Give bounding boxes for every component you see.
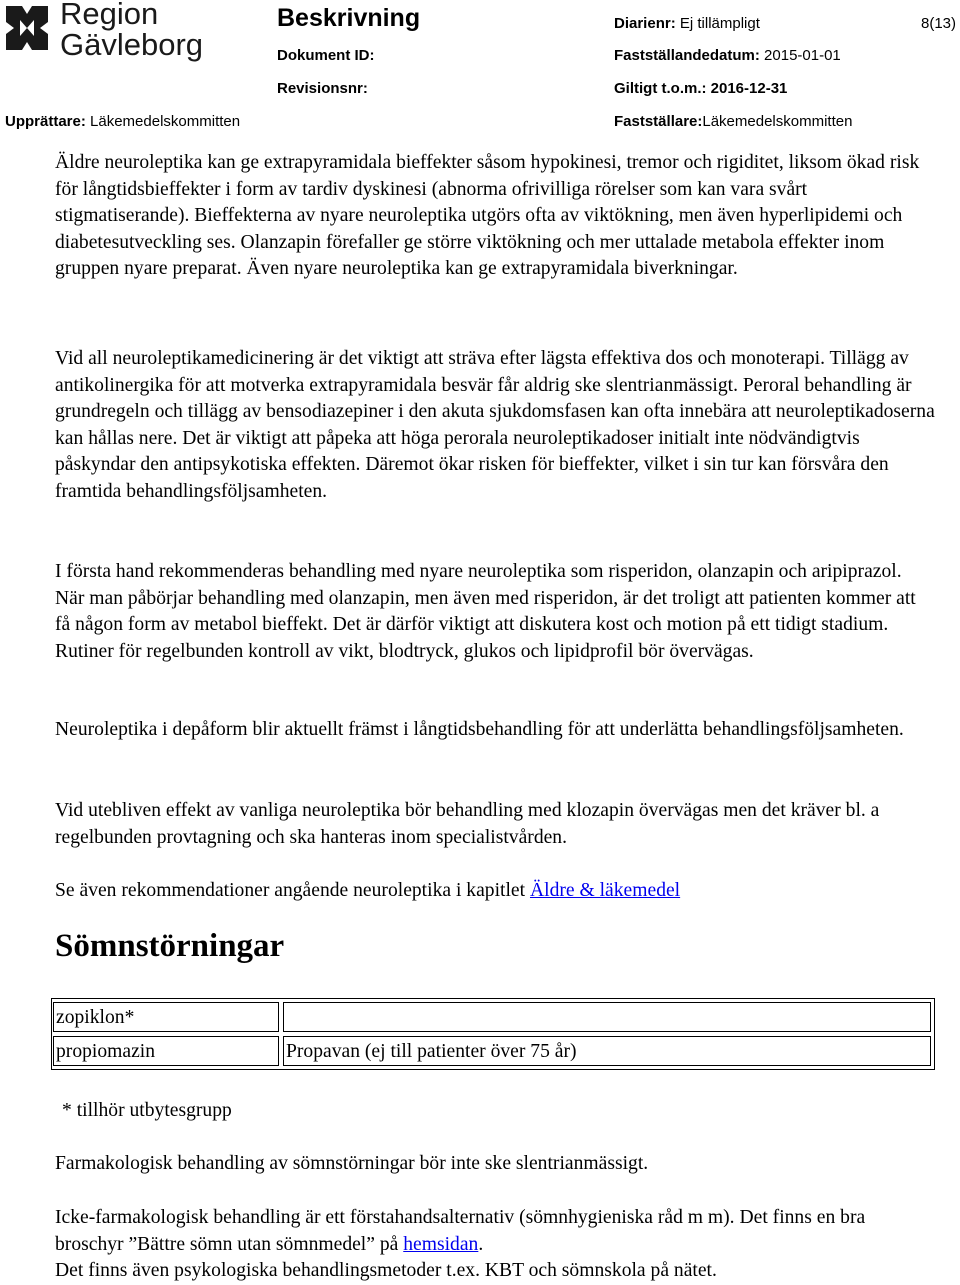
paragraph-text: Vid all neuroleptikamedicinering är det viktigt att sträva efter lägsta effektiva dos och monoterapi. Tillägg av antikolinergika för att motverka extrapyramidala besvär får aldrig ske slentrianmässigt. Peroral behandling är grundregeln och tillägg av bensodiazepiner i den akuta sjukdomsfasen kan ofta innebära att neuroleptikadoserna kan hållas nere. Det är viktigt att påpeka att höga perorala neuroleptikadoser initialt inte nödvändigtvis påskyndar den antipsykotiska effekten. Däremot ökar risken för bieffekter, vilket i sin tur kan försvåra den framtida behandlingsföljsamheten. bbox=[55, 348, 935, 502]
paragraph-text: Äldre neuroleptika kan ge extrapyramidala bieffekter såsom hypokinesi, tremor och rigiditet, liksom ökad risk för långtidsbieffekter i form av tardiv dyskinesi (abnorma ofrivilliga rörelser som kan vara svårt stigmatiserande). Bieffekterna av nyare neuroleptika utgörs ofta av viktökning, men även hyperlipidemi och diabetesutveckling ses. Olanzapin förefaller ge större viktökning och mer uttalade metabola effekter inom gruppen nyare preparat. Även nyare neuroleptika kan ge extrapyramidala biverkningar. bbox=[55, 152, 920, 279]
aldre-lakemedel-link[interactable]: Äldre & läkemedel bbox=[529, 880, 681, 901]
dokument-id-label: Dokument ID: bbox=[277, 47, 375, 64]
faststallandedatum-value: 2015-01-01 bbox=[764, 47, 841, 64]
logo-line-1: Region bbox=[60, 0, 159, 31]
footnote bbox=[62, 1098, 942, 1125]
faststallare bbox=[614, 113, 852, 130]
paragraph-biverkningar bbox=[55, 150, 935, 283]
faststallandedatum bbox=[614, 47, 841, 64]
paragraph-text bbox=[55, 1205, 935, 1258]
paragraph-depaform bbox=[55, 717, 935, 744]
revisionsnr-label: Revisionsnr: bbox=[277, 80, 368, 97]
logo-line-2: Gävleborg bbox=[60, 27, 204, 62]
paragraph-text bbox=[55, 878, 935, 905]
se-aven-text: Se även rekommendationer angående neuroleptika i kapitlet bbox=[55, 880, 530, 901]
giltigt-label: Giltigt t.o.m.: bbox=[614, 80, 707, 97]
paragraph-klozapin bbox=[55, 798, 935, 851]
footnote-text: * tillhör utbytesgrupp bbox=[62, 1100, 232, 1121]
diarienr-value: Ej tillämpligt bbox=[679, 15, 760, 32]
faststallare-label: Fastställare: bbox=[614, 113, 703, 130]
paragraph-text: Neuroleptika i depåform blir aktuellt främst i långtidsbehandling för att underlätta behandlingsföljsamheten. bbox=[55, 719, 904, 740]
faststallare-value: Läkemedelskommitten bbox=[702, 113, 853, 130]
giltigt bbox=[614, 80, 787, 97]
paragraph-text: I första hand rekommenderas behandling med nyare neuroleptika som risperidon, olanzapin och aripiprazol. När man påbörjar behandling med olanzapin, men även med risperidon, är det troligt att patienten kommer att få någon form av metabol bieffekt. Det är därför viktigt att diskutera kost och motion på ett tidigt stadium. Rutiner för regelbunden kontroll av vikt, blodtryck, glukos och lipidprofil bör övervägas. bbox=[55, 561, 916, 662]
paragraph-icke-farmakologisk bbox=[55, 1205, 935, 1285]
faststallandedatum-label: Fastställandedatum: bbox=[614, 47, 760, 64]
paragraph-farmakologisk bbox=[55, 1151, 935, 1178]
section-heading-somnstorningar: Sömnstörningar bbox=[55, 928, 285, 964]
paragraph-text: Farmakologisk behandling av sömnstörningar bör inte ske slentrianmässigt. bbox=[55, 1153, 649, 1174]
hemsidan-link[interactable]: hemsidan bbox=[403, 1233, 479, 1255]
upprattare-value: Läkemedelskommitten bbox=[90, 113, 241, 130]
icke-farmakologisk-text: Icke-farmakologisk behandling är ett förstahandsalternativ (sömnhygieniska råd m m). Det finns en bra broschyr ”Bättre sömn utan sömnmedel” på bbox=[55, 1207, 866, 1255]
upprattare bbox=[5, 113, 240, 130]
document-title: Beskrivning bbox=[277, 4, 421, 32]
paragraph-text-kbt: Det finns även psykologiska behandlingsmetoder t.ex. KBT och sömnskola på nätet. bbox=[55, 1260, 717, 1281]
table-cell-drug: propiomazin bbox=[53, 1036, 279, 1066]
logo-wordmark bbox=[60, 0, 203, 60]
region-logo-icon bbox=[2, 2, 52, 54]
upprattare-label: Upprättare: bbox=[5, 113, 86, 130]
table-cell-drug: zopiklon* bbox=[53, 1002, 279, 1032]
page-number: 8(13) bbox=[921, 15, 957, 32]
paragraph-se-aven bbox=[55, 878, 935, 905]
giltigt-value: 2016-12-31 bbox=[710, 80, 788, 97]
period: . bbox=[478, 1233, 484, 1255]
paragraph-nyare-neuroleptika bbox=[55, 559, 935, 665]
table-cell-note: Propavan (ej till patienter över 75 år) bbox=[283, 1036, 931, 1066]
paragraph-text: Vid utebliven effekt av vanliga neuroleptika bör behandling med klozapin övervägas men det kräver bl. a regelbunden provtagning och ska hanteras inom specialistvården. bbox=[55, 800, 880, 848]
table-cell-note bbox=[283, 1002, 931, 1032]
drug-table bbox=[51, 998, 935, 1070]
diarienr bbox=[614, 15, 760, 32]
paragraph-dosering bbox=[55, 346, 935, 505]
diarienr-label: Diarienr: bbox=[614, 15, 676, 32]
